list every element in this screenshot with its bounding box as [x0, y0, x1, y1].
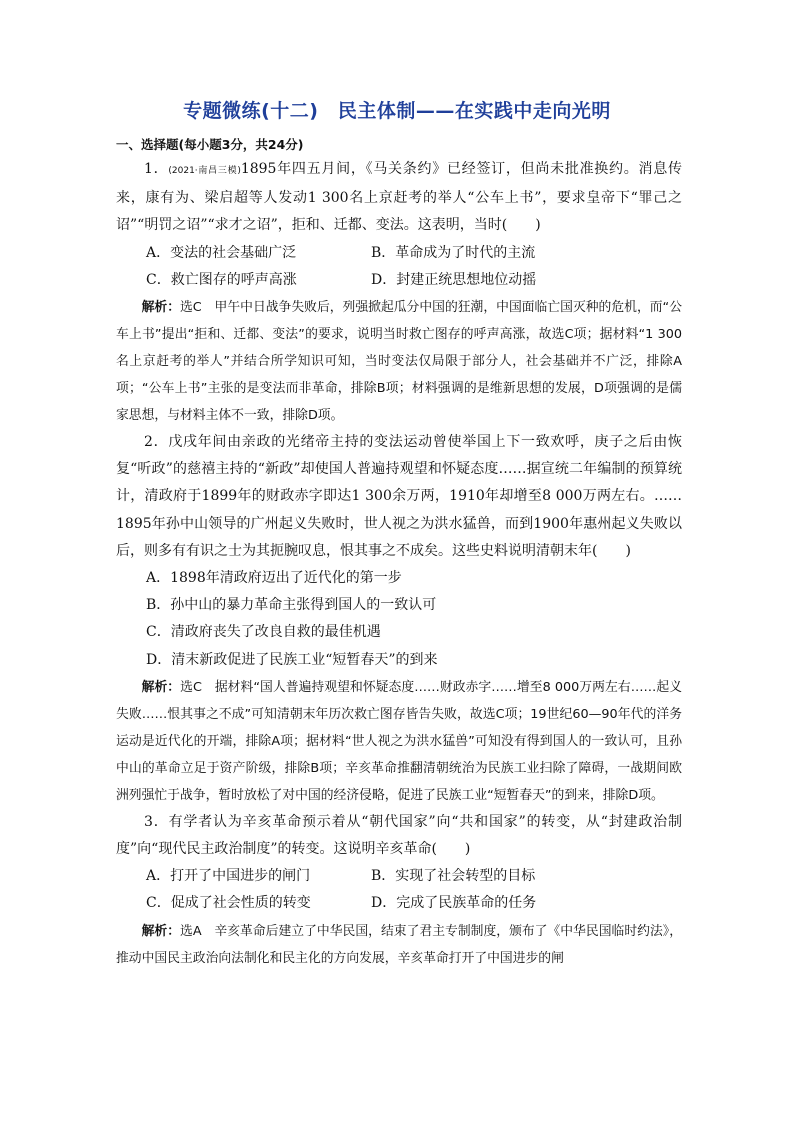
option-c: C．促成了社会性质的转变	[146, 895, 311, 912]
question-text: 1895年四五月间，《马关条约》已经签订，但尚未批准换约。消息传来，康有为、梁启超等人发动1 300名上京赶考的举人“公车上书”，要求皇帝下“罪己之诏”“明罚之诏”“求才之诏”，拒和、迁都、变法。这表明，当时( )	[116, 161, 682, 234]
question-2-stem	[116, 429, 682, 565]
analysis-label: 解析：	[141, 300, 180, 316]
question-3-stem	[116, 809, 682, 863]
option-b: B．实现了社会转型的目标	[371, 868, 536, 885]
option-d: D．清末新政促进了民族工业“短暂春天”的到来	[146, 651, 438, 668]
option-a: A．变法的社会基础广泛	[146, 244, 297, 261]
analysis-label: 解析：	[141, 679, 181, 695]
question-number: 1．	[144, 161, 169, 177]
option-b: B．孙中山的暴力革命主张得到国人的一致认可	[146, 597, 437, 614]
question-number: 2．	[144, 434, 169, 451]
analysis-text: 选C 据材料“国人普遍持观望和怀疑态度……财政赤字……增至8 000万两左右……起义失败……恨其事之不成”可知清朝末年历次救亡图存皆告失败，故选C项；19世纪60—90年代的洋务运动是近代化的开端，排除A项；据材料“世人视之为洪水猛兽”可知没有得到国人的一致认可，且孙中山的革命立足于资产阶级，排除B项；辛亥革命推翻清朝统治为民族工业扫除了障碍，一战期间欧洲列强忙于战争，暂时放松了对中国的经济侵略，促进了民族工业“短暂春天”的到来，排除D项。	[116, 679, 683, 803]
option-b: B．革命成为了时代的主流	[371, 244, 536, 261]
section-heading: 一、选择题(每小题3分，共24分)	[116, 137, 304, 152]
question-text: 戊戌年间由亲政的光绪帝主持的变法运动曾使举国上下一致欢呼，庚子之后由恢复“听政”的慈禧主持的“新政”却使国人普遍持观望和怀疑态度……据宣统二年编制的预算统计，清政府于1899年的财政赤字即达1 300余万两，1910年却增至8 000万两左右。……1895年孙中山领导的广州起义失败时，世人视之为洪水猛兽，而到1900年惠州起义失败以后，则多有有识之士为其扼腕叹息，恨其事之不成矣。这些史料说明清朝末年( )	[116, 434, 682, 559]
analysis-text: 选C 甲午中日战争失败后，列强掀起瓜分中国的狂潮，中国面临亡国灭种的危机，而“公车上书”提出“拒和、迁都、变法”的要求，说明当时救亡图存的呼声高涨，故选C项；据材料“1 300名上京赶考的举人”并结合所学知识可知，当时变法仅局限于部分人，社会基础并不广泛，排除A项；“公车上书”主张的是变法而非革命，排除B项；材料强调的是维新思想的发展，D项强调的是儒家思想，与材料主体不一致，排除D项。	[116, 300, 682, 424]
question-1-options-row-1	[116, 240, 682, 267]
option-c: C．救亡图存的呼声高涨	[146, 271, 297, 288]
question-3-options-row-2	[116, 890, 682, 917]
option-c: C．清政府丧失了改良自救的最佳机遇	[146, 624, 381, 641]
option-d: D．封建正统思想地位动摇	[371, 271, 537, 288]
question-3-options-row-1	[116, 863, 682, 890]
question-source: (2021·南昌三模)	[168, 166, 241, 176]
question-3-analysis	[116, 918, 682, 972]
question-number: 3．	[144, 813, 169, 830]
option-a: A．1898年清政府迈出了近代化的第一步	[146, 570, 402, 587]
page-title: 专题微练(十二) 民主体制——在实践中走向光明	[183, 100, 611, 122]
analysis-text: 选A 辛亥革命后建立了中华民国，结束了君主专制制度，颁布了《中华民国临时约法》，推动中国民主政治向法制化和民主化的方向发展，辛亥革命打开了中国进步的闸	[116, 923, 683, 966]
option-a: A．打开了中国进步的闸门	[146, 868, 311, 885]
question-1-options-row-2	[116, 267, 682, 294]
page-content	[116, 134, 682, 972]
question-text: 有学者认为辛亥革命预示着从“朝代国家”向“共和国家”的转变，从“封建政治制度”向“现代民主政治制度”的转变。这说明辛亥革命( )	[116, 813, 682, 858]
question-2-analysis	[116, 674, 682, 809]
question-1-stem	[116, 156, 682, 240]
option-d: D．完成了民族革命的任务	[371, 895, 537, 912]
question-1-analysis	[116, 294, 682, 429]
analysis-label: 解析：	[141, 923, 181, 939]
